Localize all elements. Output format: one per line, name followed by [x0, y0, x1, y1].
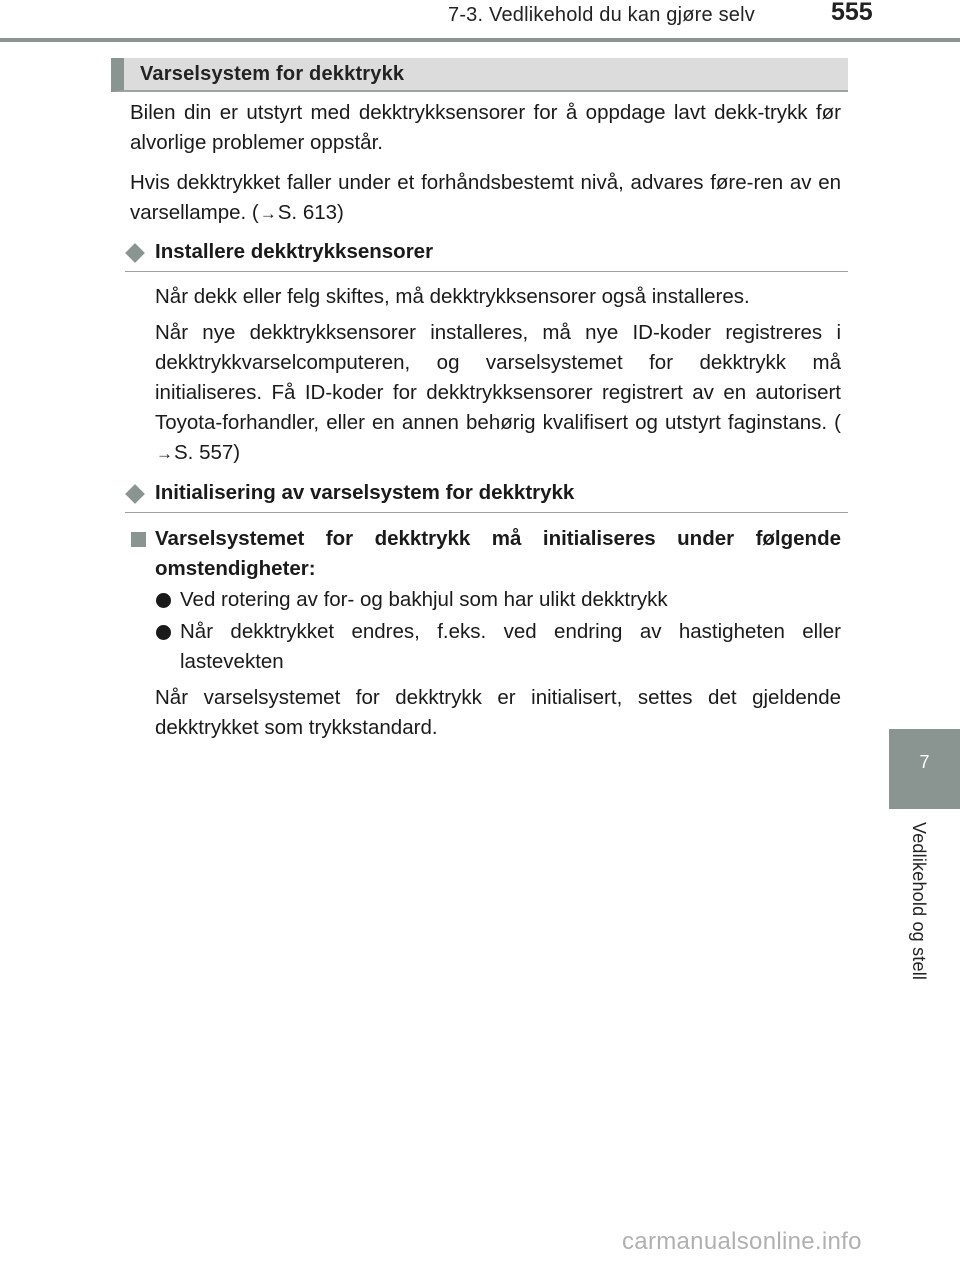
intro-paragraph-2: [130, 168, 841, 229]
condition-bullet-2: Når dekktrykket endres, f.eks. ved endring av hastigheten eller lastevekten: [180, 620, 841, 673]
initialization-closing-paragraph: Når varselsystemet for dekktrykk er initialisert, settes det gjeldende dekktrykket som trykkstandard.: [155, 686, 841, 739]
section-title: Varselsystem for dekktrykk: [140, 63, 405, 85]
bullet-icon: [156, 593, 171, 608]
header-divider: [0, 38, 960, 42]
chapter-number: 7: [919, 752, 930, 772]
install-paragraph-2-text: Når nye dekktrykksensorer installeres, må nye ID-koder registreres i dekktrykkvarselcomputeren, og varselsystemet for dekktrykk må initialiseres. Få ID-koder for dekktrykksensorer registrert av en autorisert Toyota-forhandler, eller en annen behørig kvalifisert og utstyrt faginstans. (: [155, 321, 841, 434]
section-header: 7-3. Vedlikehold du kan gjøre selv: [448, 4, 755, 26]
diamond-icon: [125, 243, 145, 263]
install-paragraph-2: [155, 318, 841, 469]
install-paragraph-1: Når dekk eller felg skiftes, må dekktrykksensorer også installeres.: [155, 285, 750, 308]
page-number: 555: [831, 0, 873, 26]
condition-bullet-1: Ved rotering av for- og bakhjul som har ulikt dekktrykk: [180, 588, 668, 611]
intro-paragraph-2-end: ): [337, 201, 344, 224]
bullet-icon: [156, 625, 171, 640]
page-reference-613[interactable]: S. 613: [277, 201, 338, 224]
chapter-tab: [889, 729, 960, 809]
right-arrow-icon: →: [259, 204, 277, 223]
intro-paragraph-2-text: Hvis dekktrykket faller under et forhåndsbestemt nivå, advares føre-ren av en varsellampe. (: [130, 171, 841, 224]
install-paragraph-2-end: ): [233, 441, 241, 464]
square-icon: [131, 532, 146, 547]
subheading-install: [125, 239, 848, 272]
subheading-initialization: [125, 480, 848, 513]
section-title-bar: [111, 58, 848, 92]
intro-paragraph-1: Bilen din er utstyrt med dekktrykksensorer for å oppdage lavt dekk-trykk før alvorlige problemer oppstår.: [130, 101, 841, 154]
page-reference-557[interactable]: S. 557: [174, 441, 234, 464]
chapter-label: Vedlikehold og stell: [909, 822, 929, 981]
subheading-initialization-label: Initialisering av varselsystem for dekktrykk: [155, 481, 575, 504]
diamond-icon: [125, 484, 145, 504]
subheading-install-label: Installere dekktrykksensorer: [155, 240, 434, 263]
right-arrow-icon: →: [156, 444, 173, 463]
site-watermark: carmanualsonline.info: [622, 1228, 862, 1255]
conditions-heading: Varselsystemet for dekktrykk må initialiseres under følgende omstendigheter:: [155, 527, 841, 580]
